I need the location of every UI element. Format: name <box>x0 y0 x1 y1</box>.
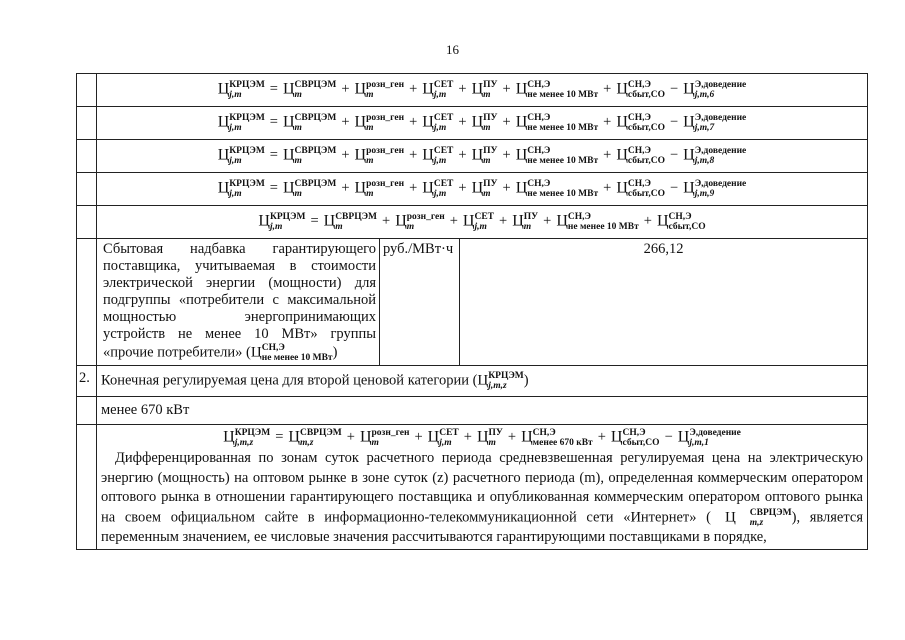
paragraph-cell <box>97 425 868 550</box>
formula-operator: + <box>502 114 511 131</box>
sales-markup-term: Ц СН,Э менее 670 кВт <box>521 428 593 448</box>
formula-operator: + <box>409 114 418 131</box>
formula-operator: − <box>669 180 679 197</box>
sales-markup-term: Ц СН,Э не менее 10 МВт <box>515 113 599 133</box>
formula-operator: = <box>269 114 278 131</box>
sales-so-term: Ц СН,Э сбыт,СО <box>610 428 660 448</box>
services-term: Ц ПУ m <box>471 146 498 166</box>
services-term: Ц ПУ m <box>471 113 498 133</box>
retail-gen-term: Ц розн_ген m <box>354 80 405 100</box>
paragraph-symbol: Ц СВРЦЭМ m,z <box>724 507 792 528</box>
sales-markup-term: Ц СН,Э не менее 10 МВт <box>556 212 639 232</box>
final-price-term: Ц КРЦЭМ j,m <box>258 212 306 232</box>
sales-markup-term: Ц СН,Э не менее 10 МВт <box>515 179 599 199</box>
services-term: Ц ПУ m <box>471 179 498 199</box>
sales-so-term: Ц СН,Э сбыт,СО <box>656 212 706 232</box>
formula-short <box>97 206 868 239</box>
wholesale-price-term: Ц СВРЦЭМ m <box>282 179 337 199</box>
retail-gen-term: Ц розн_ген m <box>354 179 405 199</box>
unit-cell: руб./МВт·ч <box>380 239 460 366</box>
section-2-row <box>77 366 868 397</box>
formula-operator: + <box>341 114 350 131</box>
final-price-term: Ц КРЦЭМ j,m <box>217 80 265 100</box>
services-term: Ц ПУ m <box>512 212 539 232</box>
services-term: Ц ПУ m <box>471 80 498 100</box>
section-title: Конечная регулируемая цена для второй ценовой категории (Ц КРЦЭМ j,m,z ) <box>97 366 868 397</box>
formula-operator: + <box>543 213 552 230</box>
network-term: Ц СЕТ j,m <box>427 428 459 448</box>
formula-operator: + <box>346 429 355 446</box>
sales-so-term: Ц СН,Э сбыт,СО <box>616 146 665 166</box>
subheading-row <box>77 397 868 425</box>
formula-row-9 <box>77 173 868 206</box>
tariff-table <box>76 73 868 550</box>
formula-operator: + <box>341 81 350 98</box>
formula-row-short <box>77 206 868 239</box>
subheading: менее 670 кВт <box>97 397 868 425</box>
formula-operator: = <box>275 429 284 446</box>
final-price-term: Ц КРЦЭМ j,m <box>217 146 265 166</box>
formula-operator: + <box>603 180 612 197</box>
wholesale-price-term: Ц СВРЦЭМ m <box>282 146 337 166</box>
paragraph-text: Дифференцированная по зонам суток расчетного периода средневзвешенная регулируемая цена на электрическую энергию (мощность) на оптовом рынке в зоне суток (z) расчетного периода (m), определенная коммерческим оператором оптового рынка в отношении гарантирующего поставщика и опубликованная коммерческим оператором оптового рынка на своем официальном сайте в информационно-телекоммуникационной сети «Интернет» ( Ц СВРЦЭМ m,z ), является переменным значением, ее числовые значения рассчитываются гарантирующими поставщиками в порядке, <box>101 450 863 545</box>
network-term: Ц СЕТ j,m <box>462 212 495 232</box>
adjustment-term: Ц Э,доведение j,m,8 <box>683 146 747 166</box>
formula-operator: + <box>409 180 418 197</box>
formula-operator: = <box>310 213 319 230</box>
sales-markup-row <box>77 239 868 366</box>
network-term: Ц СЕТ j,m <box>422 146 454 166</box>
formula-row-6 <box>77 74 868 107</box>
sales-markup-term: Ц СН,Э не менее 10 МВт <box>515 80 599 100</box>
formula-operator: + <box>409 147 418 164</box>
formula-operator: = <box>269 180 278 197</box>
formula-6 <box>97 74 868 107</box>
sales-markup-symbol: Ц СН,Э не менее 10 МВт <box>250 343 333 363</box>
formula-row-8 <box>77 140 868 173</box>
formula-7 <box>97 107 868 140</box>
formula-row-7 <box>77 107 868 140</box>
formula-9 <box>97 173 868 206</box>
formula-operator: + <box>507 429 517 446</box>
adjustment-term: Ц Э,доведение j,m,7 <box>683 113 747 133</box>
formula-operator: + <box>603 147 612 164</box>
formula-operator: + <box>341 180 350 197</box>
formula-operator: + <box>382 213 391 230</box>
wholesale-price-term: Ц СВРЦЭМ m <box>323 212 377 232</box>
services-term: Ц ПУ m <box>476 428 503 448</box>
wholesale-price-term: Ц СВРЦЭМ m,z <box>288 428 342 448</box>
wholesale-price-term: Ц СВРЦЭМ m <box>282 80 337 100</box>
formula-operator: = <box>269 147 278 164</box>
final-price-term: Ц КРЦЭМ j,m <box>217 113 265 133</box>
formula-operator: + <box>499 213 508 230</box>
sales-markup-description: Сбытовая надбавка гарантирующего поставщика, учитываемая в стоимости электрической энергии (мощности) для подгруппы «потребители с максимальной мощностью энергопринимающих устройств не менее 10 МВт» группы «прочие потребители» (Ц СН,Э не менее 10 МВт ) <box>97 239 380 366</box>
formula-operator: − <box>669 81 679 98</box>
retail-gen-term: Ц розн_ген m <box>354 146 405 166</box>
page-number: 16 <box>446 42 459 57</box>
formula-operator: + <box>502 180 511 197</box>
formula-operator: + <box>458 81 467 98</box>
formula-operator: + <box>603 81 612 98</box>
formula-operator: + <box>449 213 458 230</box>
formula-operator: + <box>409 81 418 98</box>
adjustment-term: Ц Э,доведение j,m,1 <box>677 428 741 448</box>
network-term: Ц СЕТ j,m <box>422 113 454 133</box>
formula-operator: − <box>669 147 679 164</box>
formula-operator: − <box>664 429 673 446</box>
final-price-term: Ц КРЦЭМ j,m <box>217 179 265 199</box>
formula-operator: + <box>463 429 472 446</box>
retail-gen-term: Ц розн_ген m <box>359 428 410 448</box>
formula-operator: + <box>458 147 467 164</box>
network-term: Ц СЕТ j,m <box>422 179 454 199</box>
formula-operator: + <box>458 180 467 197</box>
sales-so-term: Ц СН,Э сбыт,СО <box>616 179 665 199</box>
formula-operator: + <box>597 429 606 446</box>
retail-gen-term: Ц розн_ген m <box>395 212 445 232</box>
wholesale-price-term: Ц СВРЦЭМ m <box>282 113 337 133</box>
final-price-term: Ц КРЦЭМ j,m,z <box>223 428 271 448</box>
section-title-symbol: Ц КРЦЭМ j,m,z <box>477 371 524 391</box>
paragraph-row <box>77 425 868 550</box>
adjustment-term: Ц Э,доведение j,m,9 <box>683 179 747 199</box>
formula-8 <box>97 140 868 173</box>
formula-operator: + <box>502 81 511 98</box>
formula-operator: = <box>269 81 278 98</box>
formula-operator: + <box>643 213 652 230</box>
sales-so-term: Ц СН,Э сбыт,СО <box>616 113 665 133</box>
sales-markup-term: Ц СН,Э не менее 10 МВт <box>515 146 599 166</box>
value-cell: 266,12 <box>460 239 868 366</box>
adjustment-term: Ц Э,доведение j,m,6 <box>683 80 747 100</box>
formula-operator: + <box>341 147 350 164</box>
sales-so-term: Ц СН,Э сбыт,СО <box>616 80 665 100</box>
formula-operator: + <box>414 429 423 446</box>
section-number: 2. <box>77 366 97 397</box>
retail-gen-term: Ц розн_ген m <box>354 113 405 133</box>
formula-operator: − <box>669 114 679 131</box>
formula-operator: + <box>458 114 467 131</box>
formula-operator: + <box>603 114 612 131</box>
formula-z <box>101 425 863 448</box>
formula-operator: + <box>502 147 511 164</box>
network-term: Ц СЕТ j,m <box>422 80 454 100</box>
